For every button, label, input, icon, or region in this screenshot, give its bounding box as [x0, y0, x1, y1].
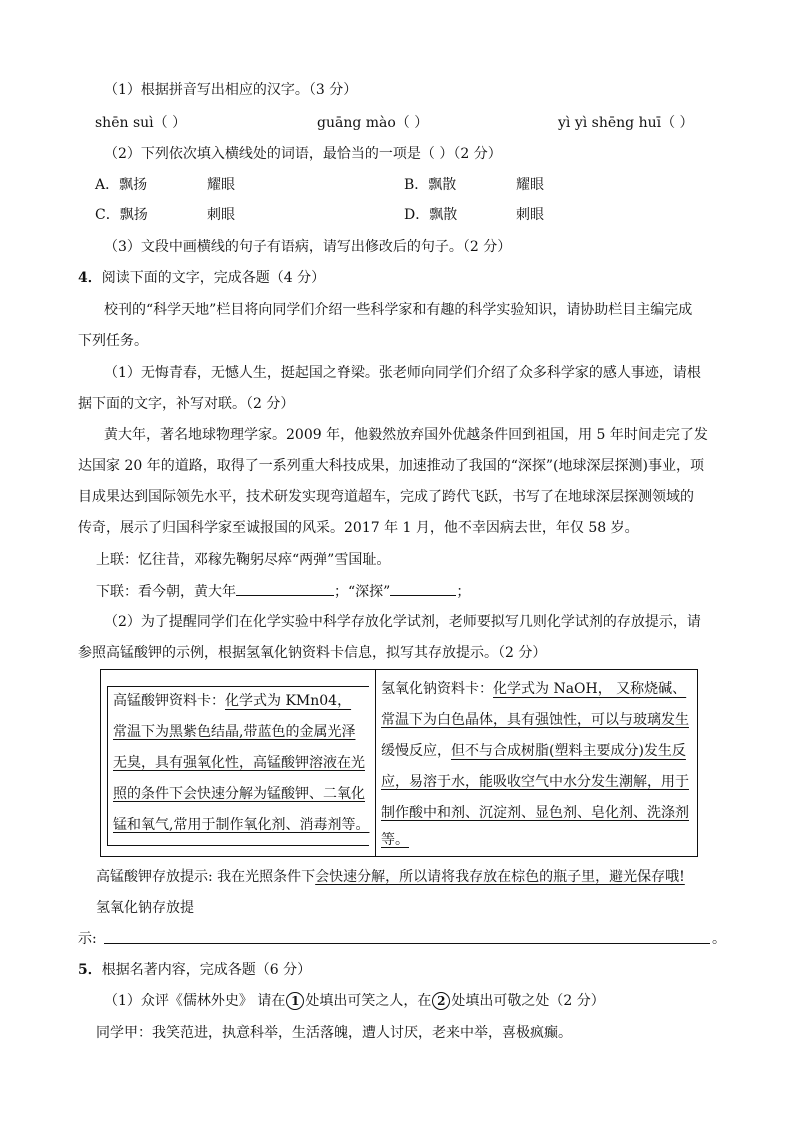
q3-sub3-prompt: （3）文段中画横线的句子有语病，请写出修改后的句子。（2 分）	[104, 239, 512, 255]
q4-sub2-line-1: （2）为了提醒同学们在化学实验中科学存放化学试剂，老师要拟写几则化学试剂的存放提示，请	[104, 614, 701, 630]
kmno4-card-title: 高锰酸钾资料卡：	[113, 693, 225, 709]
couplet-blank-2[interactable]	[390, 580, 456, 596]
pinyin-item-2: guāng mào（ ）	[317, 115, 429, 131]
option-b-label: B．飘散	[404, 177, 457, 193]
kmno4-formula: 化学式为 KMn04，	[225, 693, 352, 709]
bio-line-4: 传奇，展示了归国科学家至诚报国的风采。2017 年 1 月，他不幸因病去世，年仅 58 岁。	[78, 520, 639, 536]
option-d-word: 刺眼	[516, 207, 544, 223]
bio-line-3: 目成果达到国际领先水平，技术研发实现弯道超车，完成了跨代飞跃，书写了在地球深层探测领域的	[78, 489, 694, 505]
kmno4-card-line-4: 照的条件下会快速分解为锰酸钾、二氧化	[113, 786, 365, 802]
q4-heading	[78, 268, 325, 288]
naoh-card-line-6: 等。	[381, 832, 409, 848]
kmno4-card-line-2: 常温下为黑紫色结晶,带蓝色的金属光泽	[113, 724, 356, 740]
naoh-card-line-5: 制作酸中和剂、沉淀剂、显色剂、皂化剂、洗涤剂	[381, 805, 689, 821]
circled-number-2: 2	[432, 992, 450, 1010]
option-a-word: 耀眼	[207, 177, 235, 193]
naoh-formula: 化学式为 NaOH， 又称烧碱、	[493, 681, 687, 697]
q4-sub1-line-2: 据下面的文字，补写对联。（2 分）	[78, 396, 295, 412]
q4-number: 4．	[78, 270, 102, 286]
couplet-upper: 上联：忆往昔，邓稼先鞠躬尽瘁“两弹”雪国耻。	[96, 552, 391, 568]
q5-sub1-part-c: 处填出可敬之处（2 分）	[451, 993, 605, 1009]
q4-intro-line-1: 校刊的“科学天地”栏目将向同学们介绍一些科学家和有趣的科学实验知识，请协助栏目主编完成	[104, 302, 693, 318]
kmno4-card-line-5: 锰和氧气,常用于制作氧化剂、消毒剂等。	[113, 817, 370, 833]
example-underlined: 会快速分解，所以请将我存放在棕色的瓶子里，避光保存哦!	[315, 869, 685, 885]
naoh-answer-line[interactable]	[104, 943, 710, 944]
naoh-card-line-1	[381, 674, 686, 705]
couplet-lower	[96, 580, 470, 602]
q5-number: 5．	[78, 962, 102, 978]
option-c-word: 刺眼	[207, 207, 235, 223]
classmate-a-comment: 同学甲：我笑范进，执意科举，生活落魄，遭人讨厌，老来中举，喜极疯癫。	[96, 1025, 572, 1041]
reagent-info-table	[100, 669, 698, 857]
naoh-card-line-3-plain: 缓慢反应，	[381, 743, 451, 759]
naoh-answer-end: 。	[712, 931, 726, 947]
naoh-card-title: 氢氧化钠资料卡：	[381, 681, 493, 697]
couplet-lower-end: ；	[456, 584, 471, 600]
kmno4-card-line-1	[113, 686, 351, 717]
q3-sub2-prompt: （2）下列依次填入横线处的词语，最恰当的一项是（ ）（2 分）	[104, 146, 502, 162]
naoh-card-line-2: 常温下为白色晶体，具有强蚀性，可以与玻璃发生	[381, 712, 689, 728]
couplet-lower-mid: ；“深探”	[334, 584, 391, 600]
pinyin-item-3: yì yì shēng huī（ ）	[558, 115, 694, 131]
naoh-card-line-3	[381, 736, 686, 767]
q4-sub1-line-1: （1）无悔青春，无憾人生，挺起国之脊梁。张老师向同学们介绍了众多科学家的感人事迹，请根	[104, 365, 701, 381]
option-a-label: A．飘扬	[95, 177, 148, 193]
naoh-storage-prompt-2: 示:	[78, 931, 97, 947]
example-prefix: 高锰酸钾存放提示: 我在光照条件下	[96, 869, 316, 885]
circled-number-1: 1	[286, 992, 304, 1010]
naoh-card-line-4: 应，易溶于水，能吸收空气中水分发生潮解，用于	[381, 774, 689, 790]
couplet-lower-start: 下联：看今朝，黄大年	[96, 584, 236, 600]
kmno4-storage-example	[96, 867, 685, 887]
bio-line-2: 达国家 20 年的道路，取得了一系列重大科技成果，加速推动了我国的“深探”(地球深层探测)事业，项	[78, 458, 704, 474]
q5-title: 根据名著内容，完成各题（6 分）	[101, 962, 312, 978]
q3-sub1-prompt: （1）根据拼音写出相应的汉字。（3 分）	[104, 82, 358, 98]
option-b-word: 耀眼	[516, 177, 544, 193]
q5-heading	[78, 960, 311, 980]
option-c-label: C．飘扬	[95, 207, 148, 223]
naoh-card-line-3-underlined: 但不与合成树脂(塑料主要成分)发生反	[451, 743, 686, 759]
pinyin-item-1: shēn suì（ ）	[95, 115, 187, 131]
q4-title: 阅读下面的文字，完成各题（4 分）	[101, 270, 326, 286]
kmno4-card-line-3: 无臭，具有强氧化性，高锰酸钾溶液在光	[113, 755, 365, 771]
naoh-storage-prompt: 氢氧化钠存放提	[96, 900, 194, 916]
q4-sub2-line-2: 参照高锰酸钾的示例，根据氢氧化钠资料卡信息，拟写其存放提示。（2 分）	[78, 645, 547, 661]
q4-intro-line-2: 下列任务。	[78, 333, 148, 349]
q5-sub1-prompt	[104, 991, 605, 1011]
table-divider	[375, 670, 376, 856]
q5-sub1-part-a: （1）众评《儒林外史》 请在	[104, 993, 286, 1009]
option-d-label: D．飘散	[404, 207, 458, 223]
couplet-blank-1[interactable]	[236, 580, 334, 596]
q5-sub1-part-b: 处填出可笑之人，在	[305, 993, 432, 1009]
bio-line-1: 黄大年，著名地球物理学家。2009 年，他毅然放弃国外优越条件回到祖国，用 5 年时间走完了发	[104, 427, 708, 443]
